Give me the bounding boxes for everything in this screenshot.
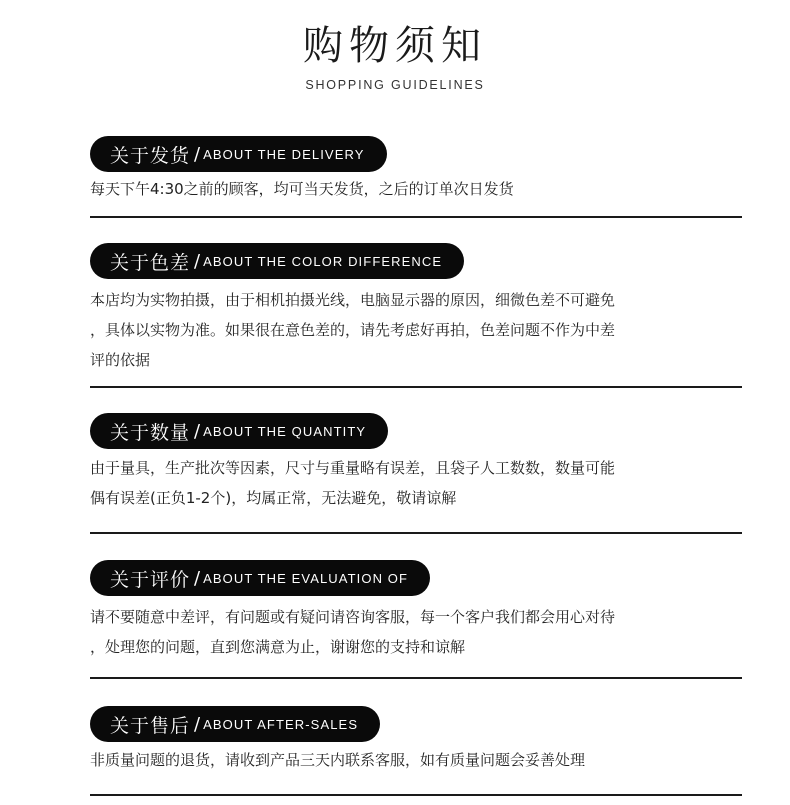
section-title-en: ABOUT AFTER-SALES [203, 716, 359, 732]
section-heading-pill [90, 243, 464, 279]
section-body [90, 285, 615, 375]
body-line: ，具体以实物为准。如果很在意色差的，请先考虑好再拍，色差问题不作为中差 [90, 321, 616, 339]
section-title-separator: / [194, 713, 201, 735]
body-line: 非质量问题的退货，请收到产品三天内联系客服，如有质量问题会妥善处理 [90, 751, 586, 769]
section-heading-pill [90, 560, 430, 596]
section-title-cn: 关于发货 [110, 144, 191, 167]
body-line: ，处理您的问题，直到您满意为止，谢谢您的支持和谅解 [90, 638, 466, 656]
section-body [90, 453, 615, 513]
section-divider [90, 216, 742, 218]
section-title-en: ABOUT THE QUANTITY [203, 423, 367, 439]
section-heading-pill [90, 706, 380, 742]
section-divider [90, 677, 742, 679]
section-title-cn: 关于色差 [110, 251, 191, 274]
body-line: 评的依据 [90, 351, 151, 369]
section-title-en: ABOUT THE DELIVERY [203, 146, 365, 162]
section-color-difference [90, 243, 742, 391]
section-body [90, 745, 585, 775]
section-divider [90, 532, 742, 534]
page-header [0, 22, 790, 92]
section-title-separator: / [194, 420, 201, 442]
body-line: 每天下午4:30之前的顾客，均可当天发货，之后的订单次日发货 [90, 180, 514, 198]
section-title-en: ABOUT THE COLOR DIFFERENCE [203, 253, 443, 269]
section-title-separator: / [194, 143, 201, 165]
section-delivery [90, 136, 742, 220]
section-evaluation [90, 560, 742, 684]
section-heading-pill [90, 413, 388, 449]
section-title-cn: 关于评价 [110, 568, 191, 591]
section-title-cn: 关于售后 [110, 714, 191, 737]
section-title-cn: 关于数量 [110, 421, 191, 444]
body-line: 由于量具，生产批次等因素，尺寸与重量略有误差，且袋子人工数数，数量可能 [90, 459, 616, 477]
section-divider [90, 794, 742, 796]
body-line: 偶有误差(正负1-2个)，均属正常，无法避免，敬请谅解 [90, 489, 457, 507]
section-title-en: ABOUT THE EVALUATION OF [203, 570, 409, 586]
page-title: 购物须知 [303, 23, 487, 69]
body-line: 本店均为实物拍摄，由于相机拍摄光线，电脑显示器的原因，细微色差不可避免 [90, 291, 616, 309]
section-after-sales [90, 706, 742, 800]
section-body [90, 174, 514, 204]
section-heading-pill [90, 136, 387, 172]
page-subtitle: SHOPPING GUIDELINES [305, 78, 485, 92]
section-quantity [90, 413, 742, 539]
section-title-separator: / [194, 567, 201, 589]
section-title-separator: / [194, 250, 201, 272]
section-divider [90, 386, 742, 388]
section-body [90, 602, 615, 662]
body-line: 请不要随意中差评，有问题或有疑问请咨询客服，每一个客户我们都会用心对待 [90, 608, 616, 626]
